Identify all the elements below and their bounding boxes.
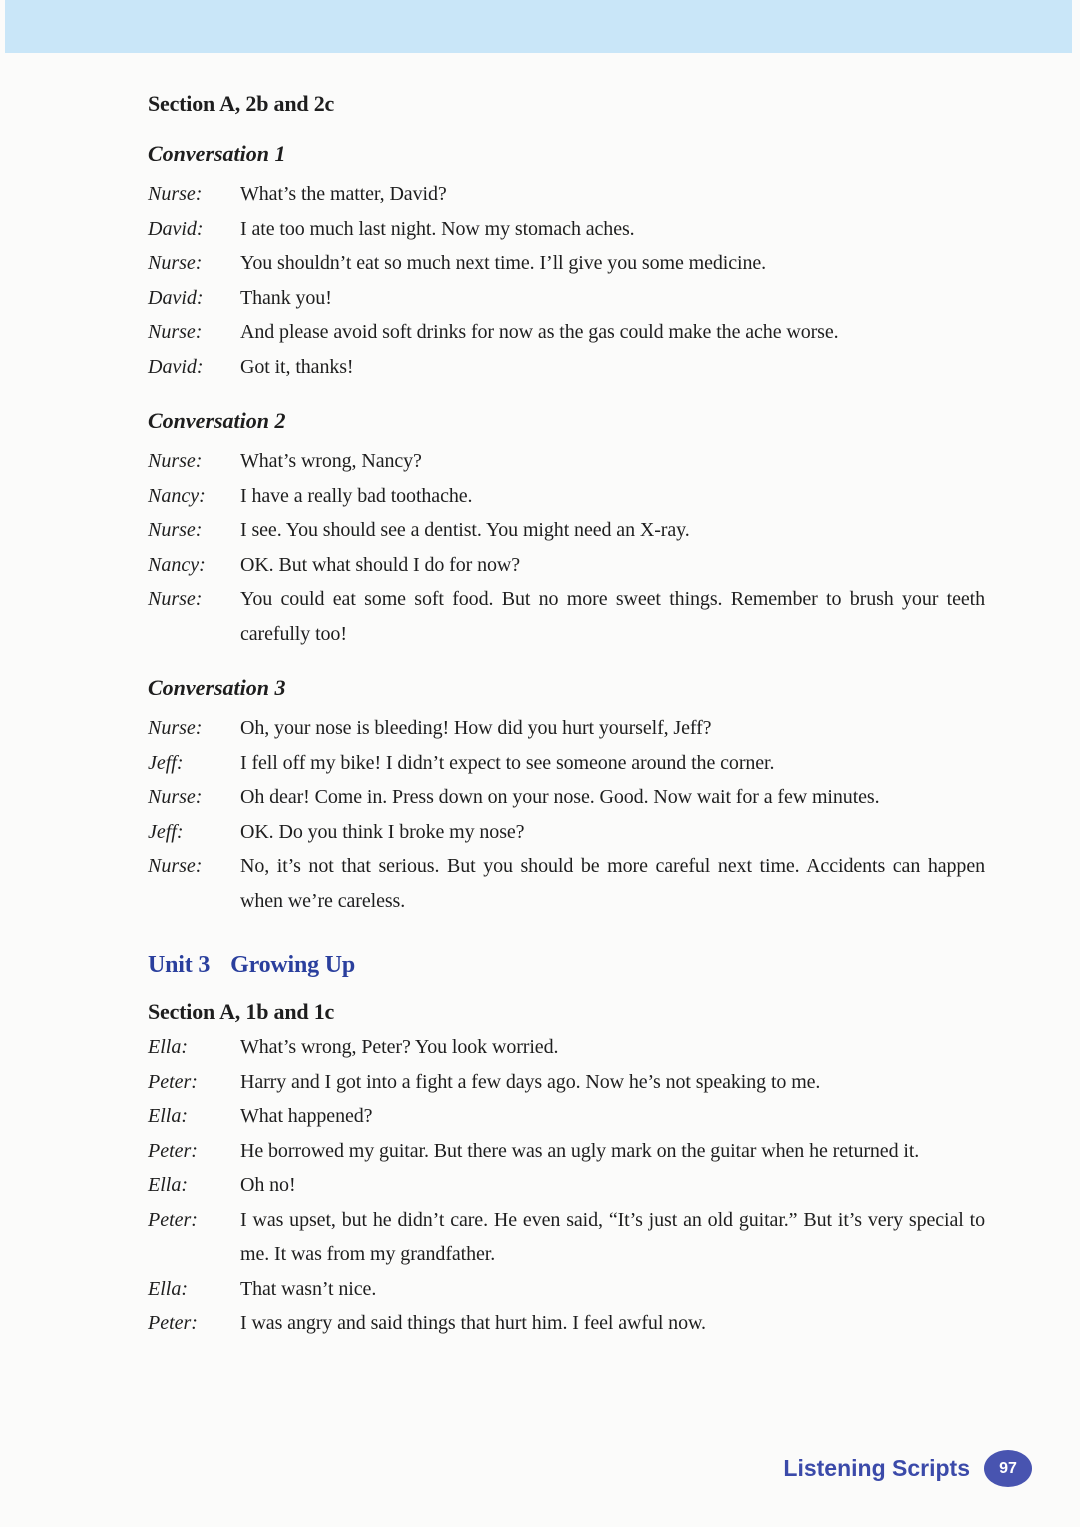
speaker-label: Peter:	[148, 1312, 198, 1334]
dialogue-line	[148, 479, 985, 514]
dialogue-text: What’s the matter, David?	[240, 183, 447, 205]
dialogue-text: Harry and I got into a fight a few days ago. Now he’s not speaking to me.	[240, 1070, 821, 1093]
speaker-label: Peter:	[148, 1208, 198, 1231]
speaker-label: David:	[148, 355, 204, 378]
dialogue-line	[148, 582, 985, 651]
dialogue-line	[148, 350, 985, 385]
speaker-label: Nurse:	[148, 183, 203, 205]
speaker-label: Jeff:	[148, 751, 184, 774]
dialogue-line	[148, 281, 985, 316]
dialogue-line	[148, 746, 985, 781]
speaker-label: Nurse:	[148, 717, 203, 739]
dialogue-line	[148, 780, 985, 815]
dialogue-line	[148, 849, 985, 918]
page-number-badge: 97	[984, 1450, 1032, 1487]
speaker-label: Nurse:	[148, 450, 203, 472]
dialogue-line	[148, 212, 985, 247]
dialogue-text: I was upset, but he didn’t care. He even said, “It’s just an old guitar.” But it’s very special to me. It was from my grandfather.	[240, 1208, 985, 1265]
dialogue-line	[148, 1168, 985, 1203]
dialogue-line	[148, 1030, 985, 1065]
dialogue-line	[148, 1065, 985, 1100]
dialogue-line	[148, 1099, 985, 1134]
speaker-label: Nancy:	[148, 553, 206, 576]
dialogue-text: That wasn’t nice.	[240, 1277, 377, 1300]
speaker-label: Nurse:	[148, 519, 203, 541]
dialogue-text: You could eat some soft food. But no more sweet things. Remember to brush your teeth carefully too!	[240, 588, 985, 645]
dialogue-text: And please avoid soft drinks for now as the gas could make the ache worse.	[240, 321, 839, 343]
dialogue-text: Oh dear! Come in. Press down on your nose. Good. Now wait for a few minutes.	[240, 786, 880, 808]
section-heading-1b1c: Section A, 1b and 1c	[148, 999, 335, 1024]
speaker-label: Ella:	[148, 1105, 188, 1127]
speaker-label: David:	[148, 286, 204, 309]
speaker-label: Nurse:	[148, 588, 203, 610]
dialogue-text: OK. Do you think I broke my nose?	[240, 820, 525, 843]
page-footer	[783, 1450, 1032, 1487]
conversation-2-title: Conversation 2	[148, 408, 286, 433]
dialogue-text: He borrowed my guitar. But there was an ugly mark on the guitar when he returned it.	[240, 1139, 920, 1162]
dialogue-line	[148, 513, 985, 548]
speaker-label: Ella:	[148, 1174, 188, 1196]
dialogue-text: Oh no!	[240, 1174, 296, 1196]
dialogue-text: I see. You should see a dentist. You might need an X-ray.	[240, 519, 690, 541]
dialogue-line	[148, 711, 985, 746]
dialogue-line	[148, 1306, 985, 1341]
speaker-label: Nurse:	[148, 252, 203, 274]
speaker-label: Jeff:	[148, 820, 184, 843]
speaker-label: Nurse:	[148, 321, 203, 343]
speaker-label: Nancy:	[148, 484, 206, 507]
dialogue-line	[148, 1272, 985, 1307]
dialogue-text: What’s wrong, Nancy?	[240, 450, 422, 472]
dialogue-line	[148, 315, 985, 350]
header-band	[5, 0, 1072, 53]
dialogue-text: I have a really bad toothache.	[240, 484, 473, 507]
dialogue-text: You shouldn’t eat so much next time. I’ll give you some medicine.	[240, 252, 767, 274]
footer-section-label: Listening Scripts	[783, 1455, 970, 1481]
dialogue-line	[148, 815, 985, 850]
unit3-dialogue	[148, 1030, 985, 1341]
unit-title: Growing Up	[230, 952, 356, 978]
unit-heading	[148, 952, 985, 979]
speaker-label: Ella:	[148, 1277, 188, 1300]
conversation-3-title: Conversation 3	[148, 675, 286, 700]
speaker-label: Peter:	[148, 1070, 198, 1093]
section-heading-2b2c: Section A, 2b and 2c	[148, 91, 335, 116]
page-content	[148, 53, 985, 1341]
unit-label: Unit 3	[148, 952, 211, 978]
dialogue-text: What happened?	[240, 1105, 373, 1127]
conversation-3	[148, 675, 985, 918]
dialogue-text: I fell off my bike! I didn’t expect to see someone around the corner.	[240, 751, 775, 774]
dialogue-line	[148, 444, 985, 479]
conversation-1-title: Conversation 1	[148, 141, 286, 166]
dialogue-text: I ate too much last night. Now my stomach aches.	[240, 217, 635, 240]
dialogue-line	[148, 246, 985, 281]
dialogue-line	[148, 548, 985, 583]
speaker-label: Ella:	[148, 1036, 188, 1058]
dialogue-text: No, it’s not that serious. But you should be more careful next time. Accidents can happen when we’re careless.	[240, 855, 985, 912]
conversation-1	[148, 141, 985, 384]
dialogue-text: What’s wrong, Peter? You look worried.	[240, 1036, 559, 1058]
speaker-label: David:	[148, 217, 204, 240]
dialogue-text: Got it, thanks!	[240, 355, 354, 378]
dialogue-line	[148, 1134, 985, 1169]
dialogue-line	[148, 1203, 985, 1272]
dialogue-text: Oh, your nose is bleeding! How did you hurt yourself, Jeff?	[240, 717, 712, 739]
conversation-2	[148, 408, 985, 651]
speaker-label: Peter:	[148, 1139, 198, 1162]
speaker-label: Nurse:	[148, 786, 203, 808]
speaker-label: Nurse:	[148, 855, 203, 877]
dialogue-text: Thank you!	[240, 286, 332, 309]
dialogue-text: OK. But what should I do for now?	[240, 553, 521, 576]
dialogue-text: I was angry and said things that hurt him. I feel awful now.	[240, 1312, 706, 1334]
dialogue-line	[148, 177, 985, 212]
